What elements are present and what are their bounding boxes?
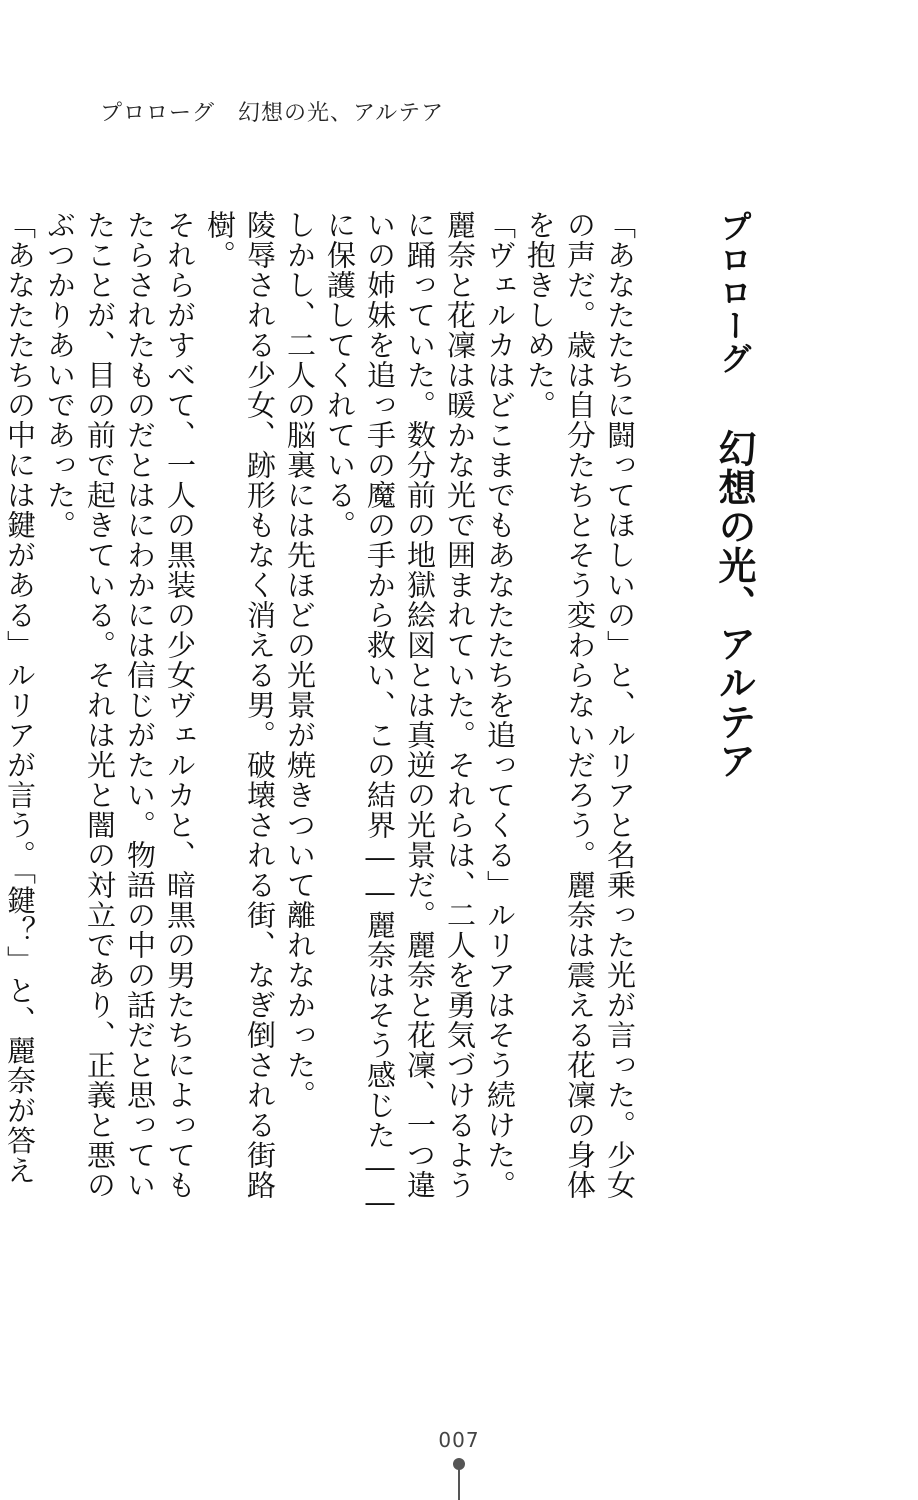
paragraph: 麗奈と花凜は暖かな光で囲まれていた。それらは、二人を勇気づけるように踊っていた。数分前の地獄絵図とは真逆の光景だ。麗奈と花凜、一つ違いの姉妹を追っ手の魔の手から救い、この結界――麗奈はそう感じた――に保護してくれている。 xyxy=(323,210,477,1220)
paragraph: 「あなたたちの中には鍵がある」ルリアが言う。「鍵？」と、麗奈が答え xyxy=(3,210,37,1186)
paragraph: しかし、二人の脳裏には先ほどの光景が焼きついて離れなかった。 xyxy=(283,210,317,1110)
running-header: プロローグ 幻想の光、アルテア xyxy=(100,101,445,126)
chapter-label: プロローグ xyxy=(715,210,753,375)
paragraph: 「あなたたちに闘ってほしいの」と、ルリアと名乗った光が言った。少女の声だ。歳は自分たちとそう変わらないだろう。麗奈は震える花凜の身体を抱きしめた。 xyxy=(523,210,637,1200)
paragraph: それらがすべて、一人の黒装の少女ヴェルカと、暗黒の男たちによってもたらされたものだとはにわかには信じがたい。物語の中の話だと思っていたことが、目の前で起きている。それは光と闇の対立であり、正義と悪のぶつかりあいであった。 xyxy=(43,210,197,1200)
page-marker-ornament xyxy=(453,1458,465,1500)
chapter-title-text: 幻想の光、アルテア xyxy=(712,429,756,780)
paragraph: 「ヴェルカはどこまでもあなたたちを追ってくる」ルリアはそう続けた。 xyxy=(483,210,517,1200)
marker-stem xyxy=(458,1468,460,1500)
body-text xyxy=(3,210,758,1220)
chapter-title xyxy=(710,210,758,1220)
paragraph: 陵辱される少女、跡形もなく消える男。破壊される街、なぎ倒される街路樹。 xyxy=(203,210,277,1200)
page-number: 007 xyxy=(438,1428,480,1452)
